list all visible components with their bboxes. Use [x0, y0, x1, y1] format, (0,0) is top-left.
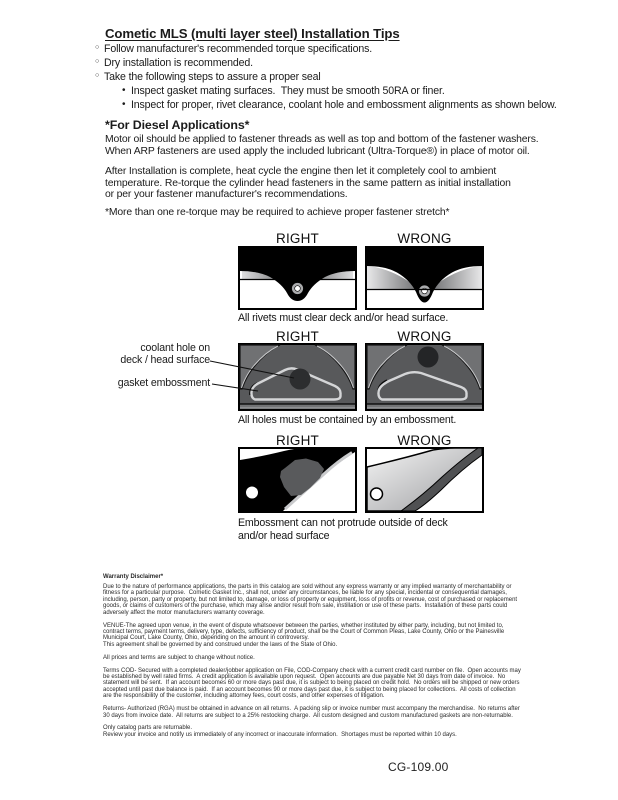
- tip-bullet: [95, 42, 557, 56]
- embossment-wrong-diagram: [365, 343, 484, 411]
- installation-tips-list: [95, 42, 557, 112]
- tip-sub-bullet: [122, 98, 557, 112]
- warranty-paragraph: All prices and terms are subject to change without notice.: [103, 654, 255, 661]
- rivet-right-diagram: [238, 246, 357, 310]
- paragraph-line: Motor oil should be applied to fastener threads as well as top and bottom of the fastener washers.: [105, 134, 539, 145]
- right-column-header: RIGHT: [276, 329, 319, 344]
- tip-text: Inspect gasket mating surfaces. They must be smooth 50RA or finer.: [131, 85, 445, 97]
- dot-bullet-icon: •: [122, 85, 126, 96]
- warranty-paragraph: This agreement shall be governed by and construed under the laws of the State of Ohio.: [103, 641, 338, 648]
- tip-sub-bullet: [122, 84, 557, 98]
- coolant-hole-label: coolant hole on deck / head surface: [120, 342, 210, 366]
- row2-caption: All holes must be contained by an embossment.: [238, 414, 457, 426]
- page-code: CG-109.00: [388, 760, 449, 774]
- warranty-paragraph: Returns- Authorized (RGA) must be obtained in advance on all returns. A packing slip or invoice number must accompany the merchandise. No returns after 30 days from invoice date. All returns are subject to a 25% restocking charge. All custom designed and custom manufactured gaskets are non-returnable.: [103, 706, 522, 719]
- warranty-paragraph: Only catalog parts are returnable.: [103, 725, 193, 732]
- tip-bullet: [95, 56, 557, 70]
- circle-bullet-icon: ○: [95, 58, 100, 65]
- tip-text: Inspect for proper, rivet clearance, coolant hole and embossment alignments as shown below.: [131, 99, 557, 111]
- wrong-column-header: WRONG: [397, 433, 452, 448]
- paragraph-line: or per your fastener manufacturer's recommendations.: [105, 189, 348, 201]
- tip-text: Take the following steps to assure a proper seal: [104, 71, 321, 83]
- diesel-section-heading: *For Diesel Applications*: [105, 118, 250, 132]
- circle-bullet-icon: ○: [95, 44, 100, 51]
- protrusion-wrong-diagram: [365, 447, 484, 513]
- wrong-column-header: WRONG: [397, 231, 452, 246]
- warranty-paragraph: VENUE-The agreed upon venue, in the event of dispute whatsoever between the parties, whether instituted by either party, including, but not limited to, contract terms, payment terms, delivery, type, defects, sufficiency of product, shall be the Court of Common Pleas, Lake County, Ohio or the Painesville Municipal Court, Lake County, Ohio, depending on the amount in controversy.: [103, 622, 506, 642]
- coolant-hole: [418, 347, 439, 368]
- page-title: Cometic MLS (multi layer steel) Installation Tips: [105, 26, 400, 41]
- embossment-right-diagram: [238, 343, 357, 411]
- retorque-note: *More than one re-torque may be required to achieve proper fastener stretch*: [105, 207, 450, 218]
- paragraph-line: temperature. Re-torque the cylinder head fasteners in the same pattern as initial installation: [105, 177, 511, 189]
- paragraph-line: After Installation is complete, heat cycle the engine then let it completely cool to ambient: [105, 166, 497, 177]
- tip-bullet: [95, 70, 557, 84]
- right-column-header: RIGHT: [276, 433, 319, 448]
- paragraph-line: When ARP fasteners are used apply the included lubricant (Ultra-Torque®) in place of motor oil.: [105, 145, 530, 157]
- rivet-wrong-diagram: [365, 246, 484, 310]
- gasket-embossment-label: gasket embossment: [117, 377, 210, 389]
- warranty-paragraph: Review your invoice and notify us immediately of any incorrect or inaccurate information. Shortages must be reported within 10 days.: [103, 731, 457, 738]
- dot-bullet-icon: •: [122, 99, 126, 110]
- coolant-hole: [290, 369, 311, 390]
- tip-text: Dry installation is recommended.: [104, 57, 253, 69]
- warranty-text: [103, 584, 525, 738]
- diesel-paragraph-1: [105, 134, 575, 157]
- bolt-hole: [371, 488, 383, 500]
- tip-text: Follow manufacturer's recommended torque specifications.: [104, 43, 373, 55]
- circle-bullet-icon: ○: [95, 72, 100, 79]
- row3-caption: Embossment can not protrude outside of deck and/or head surface: [238, 517, 448, 542]
- right-column-header: RIGHT: [276, 231, 319, 246]
- bolt-hole: [246, 487, 258, 499]
- diesel-paragraph-2: [105, 166, 575, 201]
- warranty-paragraph: Terms COD- Secured with a completed dealer/jobber application on File, COD-Company check with a current credit card number on file. Open accounts may be established by well rated firms. A credit application is available upon request. Open accounts are due payable Net 30 days from date of invoice. No statement will be sent. If an account becomes 60 or more days past due, it is subject to being placed on credit hold. No orders will be shipped or new orders accepted until past due balance is paid. If an account becomes 90 or more days past due, it is subject to being placed for collections. All costs of collection are the responsibility of the customer, including attorney fees, court costs, and other expenses of litigation.: [103, 667, 523, 700]
- rivet-center: [295, 286, 301, 292]
- row1-caption: All rivets must clear deck and/or head surface.: [238, 312, 449, 324]
- wrong-column-header: WRONG: [397, 329, 452, 344]
- protrusion-right-diagram: [238, 447, 357, 513]
- warranty-heading: Warranty Disclaimer*: [103, 574, 164, 580]
- warranty-paragraph: Due to the nature of performance applications, the parts in this catalog are sold without any express warranty or any implied warranty of merchantability or fitness for a particular purpose. Cometic Gasket Inc., shall not, under any circumstances, be liable for any special, incidental or consequential damages, including, person, party or property, but not limited to, damage, or loss of property or equipment, loss of profits or revenue, cost of purchased or replacement goods, or claims of customers of the purchase, which may arise and/or result from sale, instillation or use of these parts. Installation of these parts could adversely affect the motor manufacturers warranty coverage.: [103, 584, 519, 616]
